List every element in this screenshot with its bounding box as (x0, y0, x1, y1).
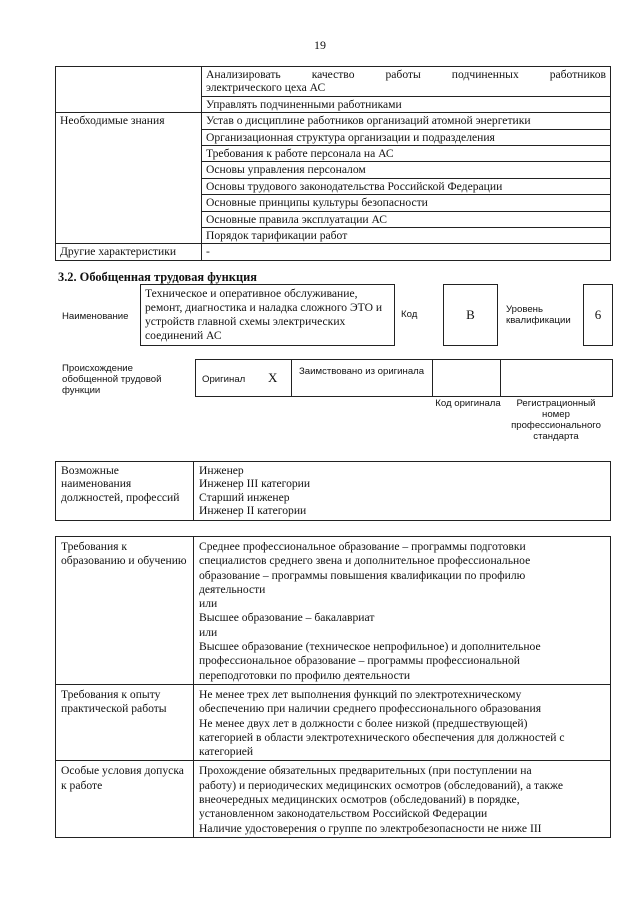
text-line: специалистов среднего звена и дополнительное профессиональное (199, 554, 531, 568)
borrowed-label: Заимствовано из оригинала (299, 366, 425, 377)
original-label: Оригинал (202, 374, 246, 385)
text-line: Не менее двух лет в должности с более низкой (предшествующей) (199, 716, 528, 730)
knowledge-item: Организационная структура организации и подразделения (202, 129, 611, 145)
knowledge-item: Требования к работе персонала на АС (202, 146, 611, 162)
job-titles-label: Возможные наименования должностей, профессий (56, 462, 194, 521)
other-characteristics-label: Другие характеристики (56, 244, 202, 260)
table-row (56, 113, 611, 129)
section-title: 3.2. Обобщенная трудовая функция (58, 270, 257, 284)
job-titles-list (194, 462, 611, 521)
text-line: или (199, 597, 218, 611)
table-row (56, 462, 611, 521)
text-line: образование – программы повышения квалификации по профилю (199, 568, 526, 582)
text-line: Среднее профессиональное образование – программы подготовки (199, 540, 526, 553)
code-label: Код (401, 309, 418, 320)
text-line: или (199, 625, 218, 639)
text-line: Прохождение обязательных предварительных (при поступлении на (199, 764, 532, 778)
text-line: Высшее образование (техническое непрофильное) и дополнительное (199, 640, 541, 654)
job-title: Инженер III категории (199, 477, 311, 491)
code-original-caption: Код оригинала (435, 398, 501, 409)
knowledge-item: Порядок тарификации работ (202, 228, 611, 244)
text-line: Высшее образование – бакалавриат (199, 611, 375, 625)
knowledge-item: Основные принципы культуры безопасности (202, 195, 611, 211)
text-line: обеспечению при наличии среднего профессионального образования (199, 702, 542, 716)
job-title: Инженер (199, 464, 244, 477)
divider (500, 360, 501, 396)
table-row (56, 244, 611, 260)
skill-cell (202, 67, 611, 97)
special-conditions-label: Особые условия допуска к работе (56, 761, 194, 837)
skill-text: Анализировать качество работы подчиненных работников (206, 68, 606, 81)
origin-strip (195, 359, 613, 397)
text-line: профессиональное образование – программы профессиональной (199, 654, 520, 668)
job-title: Старший инженер (199, 490, 290, 504)
knowledge-item: Основы управления персоналом (202, 162, 611, 178)
text-line: деятельности (199, 582, 266, 596)
knowledge-item: Основные правила эксплуатации АС (202, 211, 611, 227)
text-line: Не менее трех лет выполнения функций по электротехническому (199, 687, 522, 701)
text-line: Наличие удостоверения о группе по электробезопасности не ниже III (199, 821, 542, 835)
knowledge-item: Основы трудового законодательства Российской Федерации (202, 178, 611, 194)
knowledge-table (55, 66, 611, 261)
function-name-box: Техническое и оперативное обслуживание, ремонт, диагностика и наладка сложного ЭТО и устройств главной схемы электрических соединений АС (140, 284, 395, 346)
other-characteristics-value: - (202, 244, 611, 260)
text-line: внеочередных медицинских осмотров (обследований) в порядке, (199, 793, 520, 807)
skill-text: электрического цеха АС (206, 81, 326, 95)
text-line: категорией в области электротехнического обеспечения для должностей с (199, 730, 565, 744)
text-line: переподготовки по профилю деятельности (199, 668, 411, 682)
table-row (56, 684, 611, 760)
requirements-table (55, 536, 611, 838)
table-row (56, 761, 611, 837)
text-line: работу) и периодических медицинских осмотров (обследований), а также (199, 778, 563, 792)
education-label: Требования к образованию и обучению (56, 537, 194, 685)
divider (432, 360, 433, 396)
special-conditions-value (194, 761, 611, 837)
name-label: Наименование (62, 311, 129, 322)
experience-value (194, 684, 611, 760)
skill-cell: Управлять подчиненными работниками (202, 96, 611, 112)
job-title: Инженер II категории (199, 504, 307, 518)
original-mark: X (268, 370, 278, 385)
level-value: 6 (583, 284, 613, 346)
empty-label-cell (56, 67, 202, 113)
knowledge-label: Необходимые знания (56, 113, 202, 244)
knowledge-item: Устав о дисциплине работников организаций атомной энергетики (202, 113, 611, 129)
table-row (56, 67, 611, 97)
job-titles-table (55, 461, 611, 521)
code-value: B (443, 284, 498, 346)
origin-label: Происхождение обобщенной трудовой функции (62, 363, 162, 396)
reg-number-caption: Регистрационный номер профессионального стандарта (511, 398, 601, 442)
education-value (194, 537, 611, 685)
level-label: Уровень квалификации (506, 304, 571, 326)
text-line: установленном законодательством Российской Федерации (199, 807, 488, 821)
divider (291, 360, 292, 396)
experience-label: Требования к опыту практической работы (56, 684, 194, 760)
page-number: 19 (314, 38, 326, 52)
table-row (56, 537, 611, 685)
text-line: категорией (199, 745, 254, 759)
